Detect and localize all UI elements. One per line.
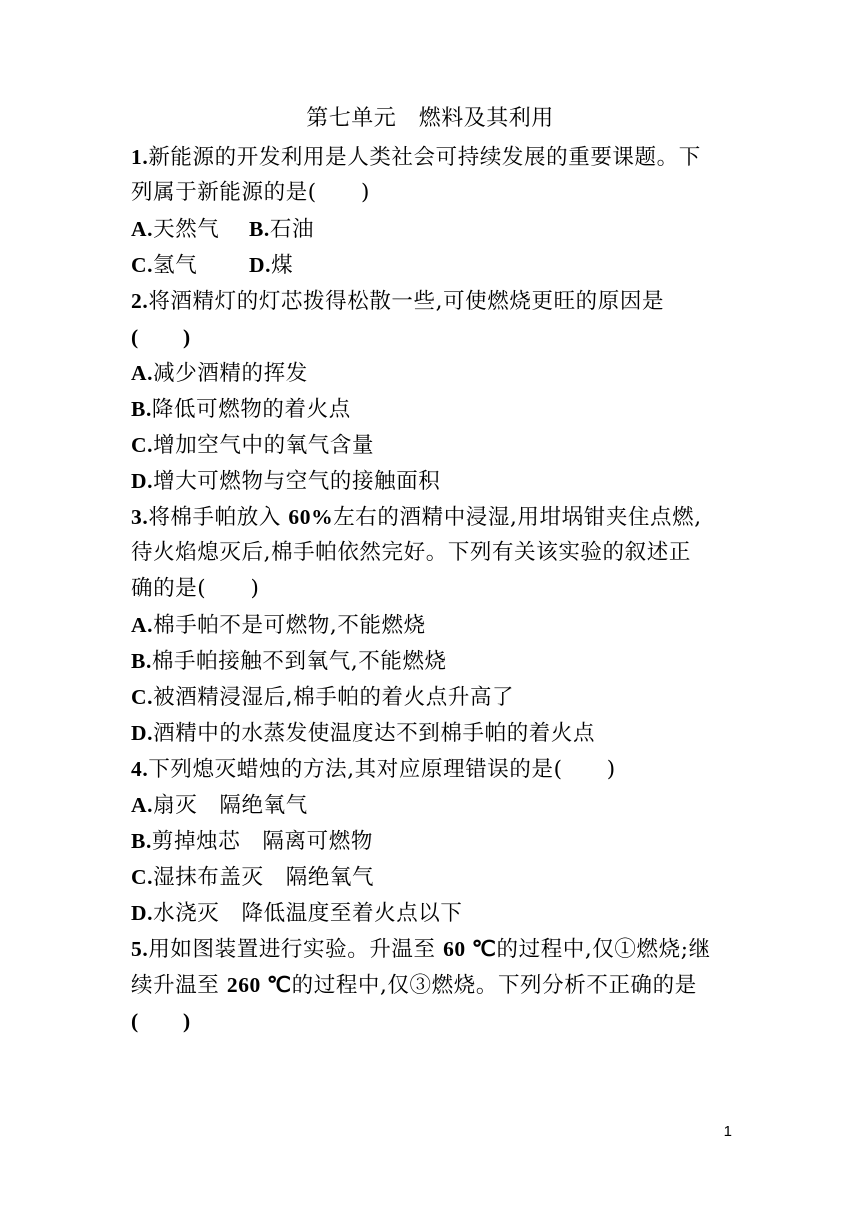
q1-stem-part-2: 列属于新能源的是( ) — [131, 180, 370, 205]
q1-line-2 — [131, 175, 731, 211]
q2-option-b — [131, 391, 731, 427]
page-number: 1 — [723, 1123, 732, 1140]
q2-option-a — [131, 355, 731, 391]
q4-stem: 下列熄灭蜡烛的方法,其对应原理错误的是( ) — [148, 757, 616, 782]
q3-option-c — [131, 679, 731, 715]
q5-stem-part-3: 续升温至 — [131, 973, 227, 998]
q1-option-a-text: 天然气 — [153, 217, 249, 242]
q2-stem: 将酒精灯的灯芯拨得松散一些,可使燃烧更旺的原因是 — [148, 289, 665, 314]
q4-option-a-label: A. — [131, 793, 154, 817]
q1-option-c-text: 氢气 — [153, 253, 249, 278]
q1-option-d-label: D. — [248, 253, 272, 277]
q5-stem-part-1: 用如图装置进行实验。升温至 — [148, 937, 444, 962]
q3-option-a-text: 棉手帕不是可燃物,不能燃烧 — [153, 613, 426, 638]
q4-option-b-label: B. — [131, 829, 152, 853]
q4-option-a — [131, 787, 731, 823]
q3-percentage: 60% — [288, 505, 334, 529]
q2-blank: ( ) — [131, 325, 191, 349]
q3-line-1 — [131, 499, 731, 535]
q2-option-a-label: A. — [131, 361, 154, 385]
q1-option-d-text: 煤 — [271, 253, 294, 278]
q2-option-d-text: 增大可燃物与空气的接触面积 — [153, 469, 441, 494]
q2-option-c-text: 增加空气中的氧气含量 — [153, 433, 375, 458]
q2-option-c-label: C. — [131, 433, 154, 457]
q3-option-d — [131, 715, 731, 751]
q5-stem-part-4: 的过程中,仅③燃烧。下列分析不正确的是 — [291, 973, 697, 998]
q2-number: 2. — [131, 289, 149, 313]
q1-stem-part-1: 新能源的开发利用是人类社会可持续发展的重要课题。下 — [148, 145, 701, 170]
q3-option-d-label: D. — [131, 721, 154, 745]
q1-option-b-label: B. — [248, 217, 270, 241]
q2-answer-blank — [131, 319, 731, 355]
q4-option-d-label: D. — [131, 901, 154, 925]
q2-option-d — [131, 463, 731, 499]
q5-line-2 — [131, 967, 731, 1003]
q2-option-b-text: 降低可燃物的着火点 — [151, 397, 351, 422]
q5-stem-part-2: 的过程中,仅①燃烧;继 — [496, 937, 711, 962]
question-list — [131, 139, 731, 1039]
q3-option-b-label: B. — [131, 649, 152, 673]
q3-option-c-text: 被酒精浸湿后,棉手帕的着火点升高了 — [153, 685, 515, 710]
q1-options-ab — [131, 211, 731, 247]
q3-option-b-text: 棉手帕接触不到氧气,不能燃烧 — [151, 649, 447, 674]
q1-options-cd — [131, 247, 731, 283]
q5-answer-blank — [131, 1003, 731, 1039]
q4-option-d — [131, 895, 731, 931]
q2-line-1 — [131, 283, 731, 319]
q5-number: 5. — [131, 937, 149, 961]
q2-option-c — [131, 427, 731, 463]
q3-line-2 — [131, 535, 731, 571]
q5-temperature-1: 60 ℃ — [443, 937, 497, 961]
q1-line-1 — [131, 139, 731, 175]
q1-option-c-label: C. — [131, 253, 154, 277]
q1-option-b-text: 石油 — [269, 217, 315, 242]
q3-option-b — [131, 643, 731, 679]
q3-option-a — [131, 607, 731, 643]
q3-number: 3. — [131, 505, 149, 529]
unit-title: 第七单元 燃料及其利用 — [306, 106, 554, 131]
q4-option-c-text: 湿抹布盖灭 隔绝氧气 — [153, 865, 375, 890]
q1-option-a-label: A. — [131, 217, 154, 241]
q4-option-a-text: 扇灭 隔绝氧气 — [153, 793, 308, 818]
q5-blank: ( ) — [131, 1009, 191, 1033]
q2-option-b-label: B. — [131, 397, 152, 421]
q4-option-d-text: 水浇灭 降低温度至着火点以下 — [153, 901, 463, 926]
q3-option-a-label: A. — [131, 613, 154, 637]
q3-option-c-label: C. — [131, 685, 154, 709]
q3-option-d-text: 酒精中的水蒸发使温度达不到棉手帕的着火点 — [153, 721, 596, 746]
q4-number: 4. — [131, 757, 149, 781]
q4-option-c-label: C. — [131, 865, 154, 889]
q2-option-d-label: D. — [131, 469, 154, 493]
q4-line-1 — [131, 751, 731, 787]
q4-option-b-text: 剪掉烛芯 隔离可燃物 — [151, 829, 373, 854]
q5-temperature-2: 260 ℃ — [226, 973, 292, 997]
q4-option-b — [131, 823, 731, 859]
q5-line-1 — [131, 931, 731, 967]
q2-option-a-text: 减少酒精的挥发 — [153, 361, 308, 386]
q3-stem-part-1: 将棉手帕放入 — [148, 505, 289, 530]
q4-option-c — [131, 859, 731, 895]
q3-stem-part-2: 左右的酒精中浸湿,用坩埚钳夹住点燃, — [333, 505, 702, 530]
q3-stem-part-3: 待火焰熄灭后,棉手帕依然完好。下列有关该实验的叙述正 — [131, 540, 691, 565]
q1-number: 1. — [131, 145, 149, 169]
q3-stem-part-4: 确的是( ) — [131, 576, 260, 601]
q3-line-3 — [131, 571, 731, 607]
